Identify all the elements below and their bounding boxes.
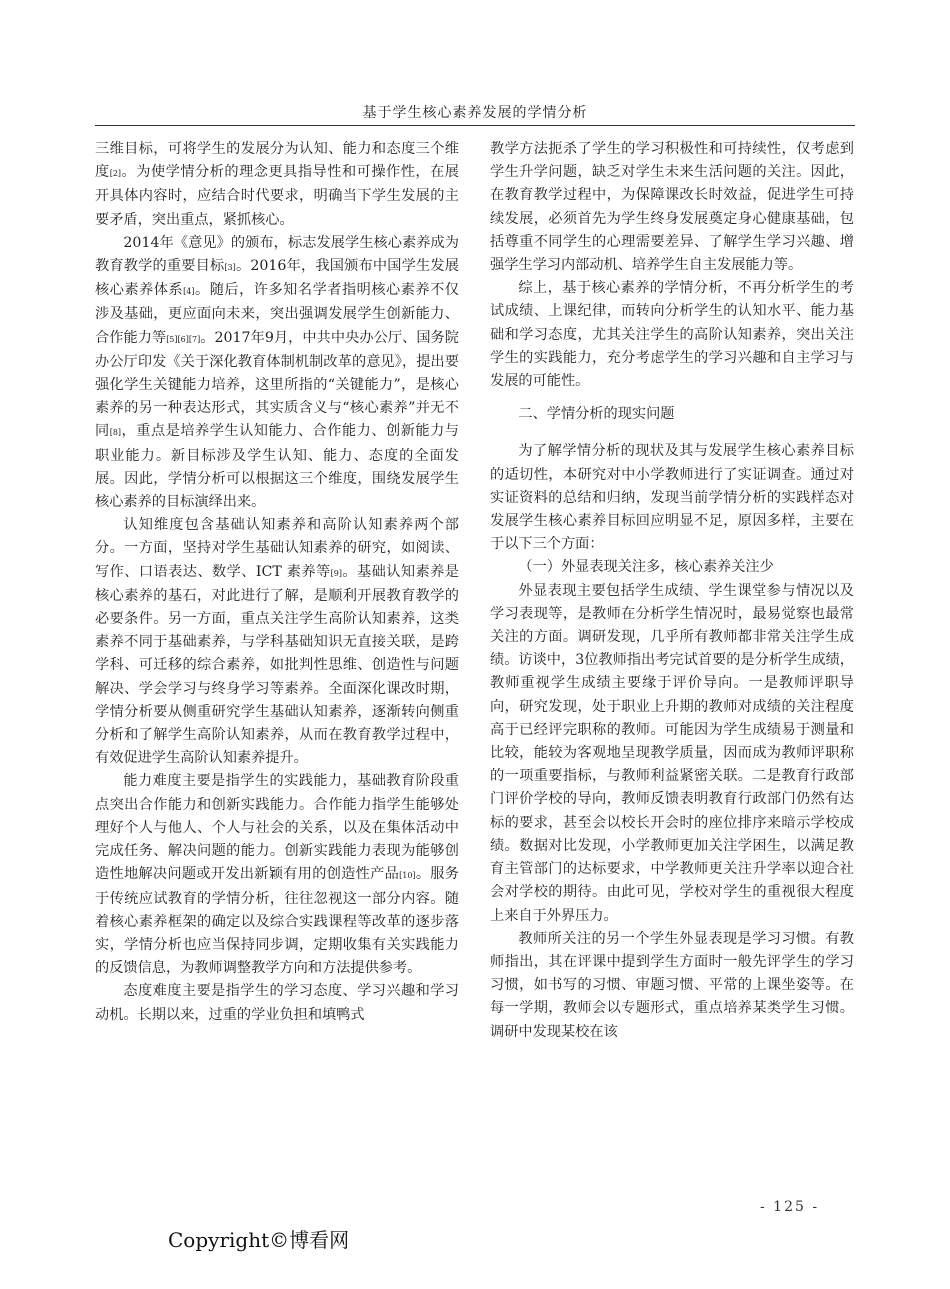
section-heading <box>490 403 854 426</box>
body-paragraph <box>490 580 854 928</box>
body-paragraph <box>490 928 854 1044</box>
text-run: ，重点是培养学生认知能力、合作能力、创新能力与职业能力。新目标涉及学生认知、能力、态度的全面发展。因此，学情分析可以根据这三个维度，围绕发展学生核心素养的目标演绎出来。 <box>95 423 459 511</box>
citation-ref: [8] <box>109 428 122 438</box>
running-header: 基于学生核心素养发展的学情分析 <box>362 105 588 121</box>
right-column <box>490 138 854 1188</box>
text-run: 。2016年，我国颁布中国学生发展核心素养体系 <box>95 258 459 299</box>
citation-ref: [10] <box>399 871 416 881</box>
body-paragraph <box>490 440 854 556</box>
text-run: 为了解学情分析的现状及其与发展学生核心素养目标的适切性，本研究对中小学教师进行了实证调查。通过对实证资料的总结和归纳，发现当前学情分析的实践样态对发展学生核心素养目标回应明显不足，原因多样，主要在于以下三个方面： <box>490 443 854 553</box>
text-run: 。服务于传统应试教育的学情分析，往往忽视这一部分内容。随着核心素养框架的确定以及综合实践课程等改革的逐步落实，学情分析也应当保持同步调，定期收集有关实践能力的反馈信息，为教师调整教学方向和方法提供参考。 <box>95 866 459 977</box>
text-run: 能力难度主要是指学生的实践能力，基础教育阶段重点突出合作能力和创新实践能力。合作能力指学生能够处理好个人与他人、个人与社会的关系，以及在集体活动中完成任务、解决问题的能力。创新实践能力表现为能够创造性地解决问题或开发出新颖有用的创造性产品 <box>95 773 459 883</box>
body-paragraph <box>95 232 459 514</box>
body-paragraph <box>490 277 854 393</box>
copyright-notice: Copyright©博看网 <box>168 1228 350 1252</box>
left-column <box>95 138 459 1188</box>
citation-ref: [2] <box>109 169 122 179</box>
text-run: 。2017年9月，中共中央办公厅、国务院办公厅印发《关于深化教育体制机制改革的意见》，提出要强化学生关键能力培养，这里所指的“关键能力”，是核心素养的另一种表达形式，其实质含义与“核心素养”并无不同 <box>95 329 459 440</box>
text-run: 教师所关注的另一个学生外显表现是学习习惯。有教师指出，其在评课中提到学生方面时一般先评学生的学习习惯，如书写的习惯、审题习惯、平常的上课坐姿等。在每一学期，教师会以专题形式，重点培养某类学生习惯。调研中发现某校在该 <box>490 930 854 1040</box>
text-run: 。基础认知素养是核心素养的基石，对此进行了解，是顺利开展教育教学的必要条件。另一方面，重点关注学生高阶认知素养，这类素养不同于基础素养，与学科基础知识无直接关联，是跨学科、可迁移的综合素养，如批判性思维、创造性与问题解决、学会学习与终身学习等素养。全面深化课改时期，学情分析要从侧重研究学生基础认知素养，逐渐转向侧重分析和了解学生高阶认知素养，从而在教育教学过程中，有效促进学生高阶认知素养提升。 <box>95 563 459 767</box>
text-run: （一）外显表现关注多，核心素养关注少 <box>518 559 774 576</box>
body-paragraph <box>95 514 459 770</box>
body-paragraph <box>490 138 854 277</box>
text-run: 教学方法扼杀了学生的学习积极性和可持续性，仅考虑到学生升学问题，缺乏对学生未来生活问题的关注。因此，在教育教学过程中，为保障课改长时效益，促进学生可持续发展，必须首先为学生终身发展奠定身心健康基础，包括尊重不同学生的心理需要差异、了解学生学习兴趣、增强学生学习内部动机、培养学生自主发展能力等。 <box>490 141 854 274</box>
page-number: - 125 - <box>760 1199 820 1215</box>
text-run: 综上，基于核心素养的学情分析，不再分析学生的考试成绩、上课纪律，而转向分析学生的认知水平、能力基础和学习态度，尤其关注学生的高阶认知素养，突出关注学生的实践能力，充分考虑学生的学习兴趣和自主学习与发展的可能性。 <box>490 280 854 390</box>
text-run: 外显表现主要包括学生成绩、学生课堂参与情况以及学习表现等，是教师在分析学生情况时，最易觉察也最常关注的方面。调研发现，几乎所有教师都非常关注学生成绩。访谈中，3位教师指出考完试首要的是分析学生成绩，教师重视学生成绩主要缘于评价导向。一是教师评职导向，研究发现，处于职业上升期的教师对成绩的关注程度高于已经评完职称的教师。可能因为学生成绩易于测量和比较，能较为客观地呈现教学质量，因而成为教师评职称的一项重要指标，与教师利益紧密关联。二是教育行政部门评价学校的导向，教师反馈表明教育行政部门仍然有达标的要求，甚至会以校长开会时的座位排序来暗示学校成绩。数据对比发现，小学教师更加关注学困生，以满足教育主管部门的达标要求，中学教师更关注升学率以迎合社会对学校的期待。由此可见，学校对学生的重视很大程度上来自于外界压力。 <box>490 582 854 924</box>
citation-ref: [3] <box>224 263 236 273</box>
header-divider <box>95 125 855 126</box>
text-run: 认知维度包含基础认知素养和高阶认知素养两个部分。一方面，坚持对学生基础认知素养的研究，如阅读、写作、口语表达、数学、ICT 素养等 <box>95 517 459 580</box>
citation-ref: [9] <box>330 568 342 578</box>
body-paragraph <box>95 980 459 1026</box>
text-run: 二、学情分析的现实问题 <box>518 406 675 423</box>
citation-ref: [4] <box>183 287 195 297</box>
text-run: 三维目标，可将学生的发展分为认知、能力和态度三个维度 <box>95 141 459 181</box>
text-run: 。随后，许多知名学者指明核心素养不仅涉及基础，更应面向未来，突出强调发展学生创新能力、合作能力等 <box>95 282 459 346</box>
text-run: 2014年《意见》的颁布，标志发展学生核心素养成为教育教学的重要目标 <box>95 234 459 275</box>
subsection-heading <box>490 556 854 579</box>
text-run: 态度难度主要是指学生的学习态度、学习兴趣和学习动机。长期以来，过重的学业负担和填鸭式 <box>95 983 459 1023</box>
body-paragraph <box>95 770 459 980</box>
citation-ref: [5][6][7] <box>166 334 201 344</box>
body-paragraph <box>95 138 459 232</box>
text-run: 。为使学情分析的理念更具指导性和可操作性，在展开具体内容时，应结合时代要求，明确当下学生发展的主要矛盾，突出重点，紧抓核心。 <box>95 164 459 228</box>
